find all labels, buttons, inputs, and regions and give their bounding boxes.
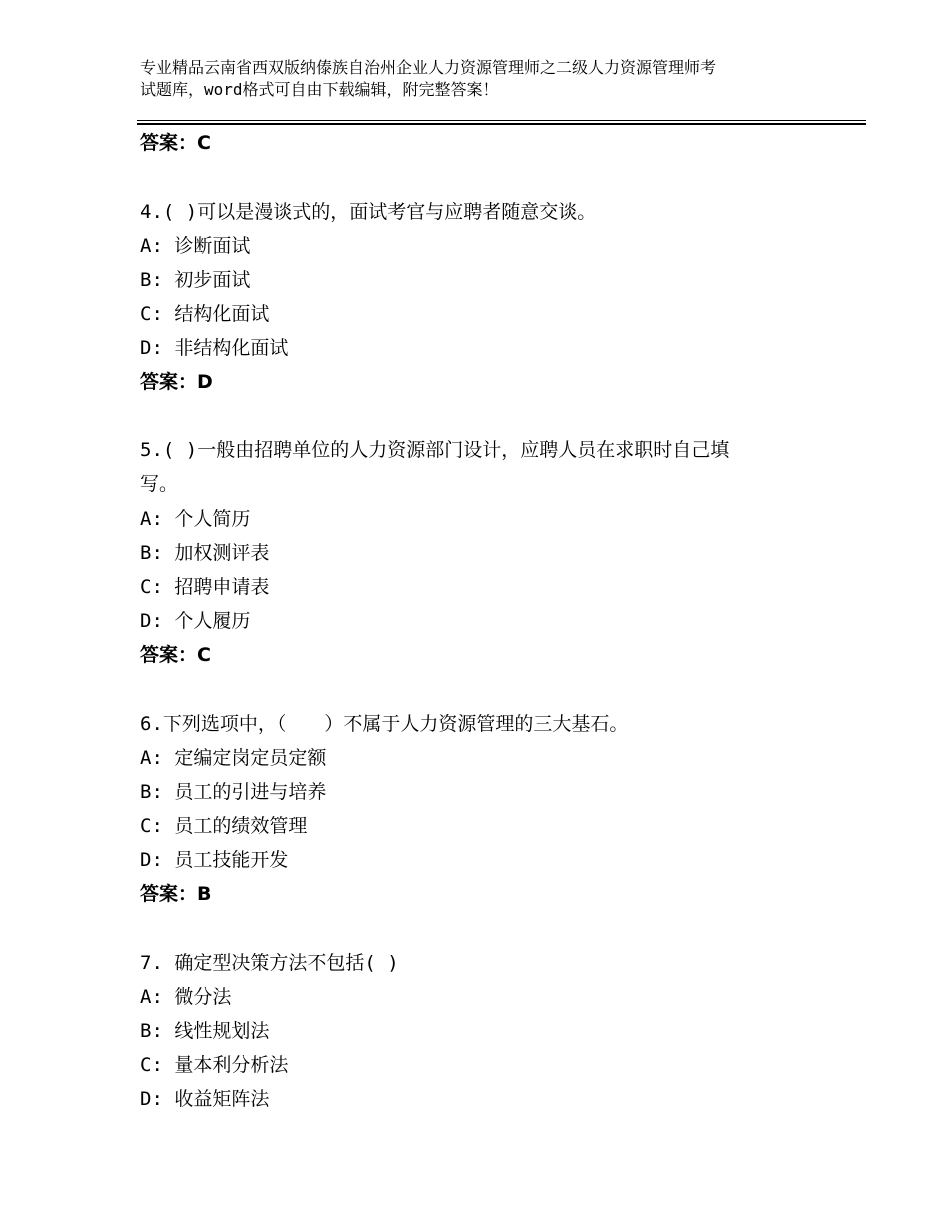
question-6-answer: 答案：B xyxy=(140,883,212,905)
header-line-2: 试题库，word格式可自由下载编辑，附完整答案！ xyxy=(140,80,499,99)
question-7-option-a: A: 微分法 xyxy=(140,986,232,1008)
question-6-option-c: C: 员工的绩效管理 xyxy=(140,815,308,837)
question-4-option-d: D: 非结构化面试 xyxy=(140,337,289,359)
question-5-answer: 答案：C xyxy=(140,644,211,666)
question-4-option-a: A: 诊断面试 xyxy=(140,235,251,257)
header-line-1: 专业精品云南省西双版纳傣族自治州企业人力资源管理师之二级人力资源管理师考 xyxy=(140,58,717,77)
question-7-option-b: B: 线性规划法 xyxy=(140,1020,270,1042)
question-4-option-b: B: 初步面试 xyxy=(140,269,251,291)
header-divider xyxy=(137,120,866,125)
question-5-option-a: A: 个人简历 xyxy=(140,508,251,530)
question-5-stem-line-2: 写。 xyxy=(140,473,179,495)
question-6-option-a: A: 定编定岗定员定额 xyxy=(140,747,327,769)
question-4-option-c: C: 结构化面试 xyxy=(140,303,270,325)
question-6-stem: 6.下列选项中，（ ）不属于人力资源管理的三大基石。 xyxy=(140,713,629,735)
question-7-option-c: C: 量本利分析法 xyxy=(140,1054,289,1076)
question-6-option-b: B: 员工的引进与培养 xyxy=(140,781,327,803)
question-7-option-d: D: 收益矩阵法 xyxy=(140,1088,270,1110)
question-7-stem: 7. 确定型决策方法不包括( ) xyxy=(140,952,399,974)
question-6-option-d: D: 员工技能开发 xyxy=(140,849,289,871)
question-4-answer: 答案：D xyxy=(140,371,213,393)
question-5-option-c: C: 招聘申请表 xyxy=(140,576,270,598)
question-5-stem-line-1: 5.( )一般由招聘单位的人力资源部门设计，应聘人员在求职时自己填 xyxy=(140,439,730,461)
question-4-stem: 4.( )可以是漫谈式的，面试考官与应聘者随意交谈。 xyxy=(140,201,597,223)
page-header xyxy=(140,57,830,101)
answer-previous: 答案：C xyxy=(140,132,211,154)
question-5-option-d: D: 个人履历 xyxy=(140,610,251,632)
question-5-option-b: B: 加权测评表 xyxy=(140,542,270,564)
